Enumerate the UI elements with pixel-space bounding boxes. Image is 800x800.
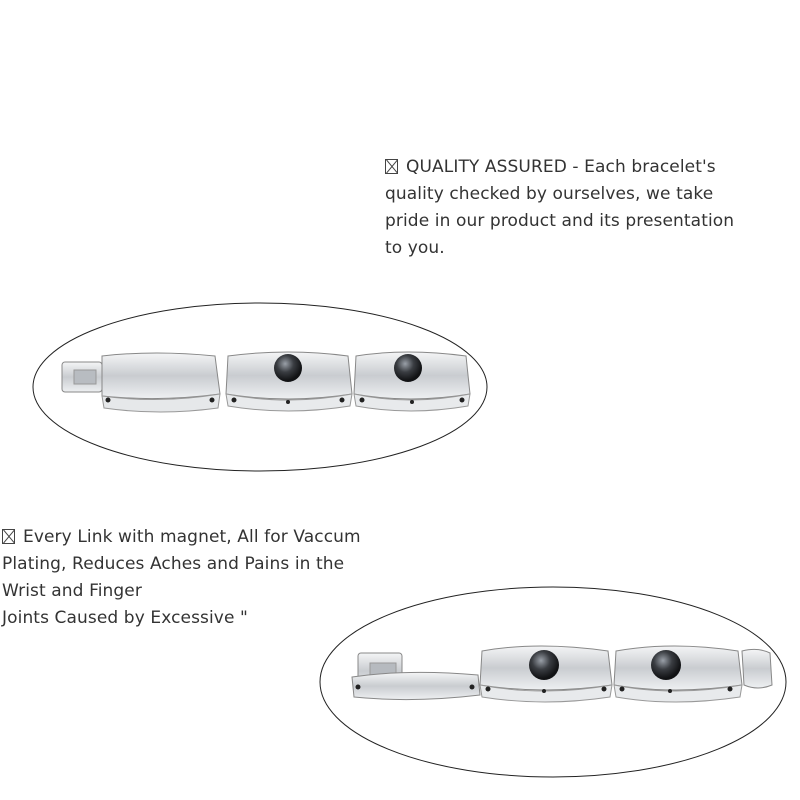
bracelet-image xyxy=(62,352,470,412)
caption-line: Plating, Reduces Aches and Pains in the xyxy=(2,554,345,574)
quality-assured-caption xyxy=(385,154,734,262)
caption-line: QUALITY ASSURED - Each bracelet's xyxy=(385,154,734,181)
caption-line: to you. xyxy=(385,238,445,258)
bracelet-closeup-2 xyxy=(318,585,788,785)
checkbox-x-icon xyxy=(2,529,15,544)
caption-line: Joints Caused by Excessive " xyxy=(2,608,248,628)
bracelet-closeup-1 xyxy=(30,300,490,475)
magnet-link-caption xyxy=(2,524,361,632)
caption-line: Every Link with magnet, All for Vaccum xyxy=(2,524,361,551)
caption-line: pride in our product and its presentation xyxy=(385,211,735,231)
caption-line: Wrist and Finger xyxy=(2,581,142,601)
bracelet-image xyxy=(352,646,772,702)
caption-line: quality checked by ourselves, we take xyxy=(385,184,714,204)
checkbox-x-icon xyxy=(385,159,398,174)
